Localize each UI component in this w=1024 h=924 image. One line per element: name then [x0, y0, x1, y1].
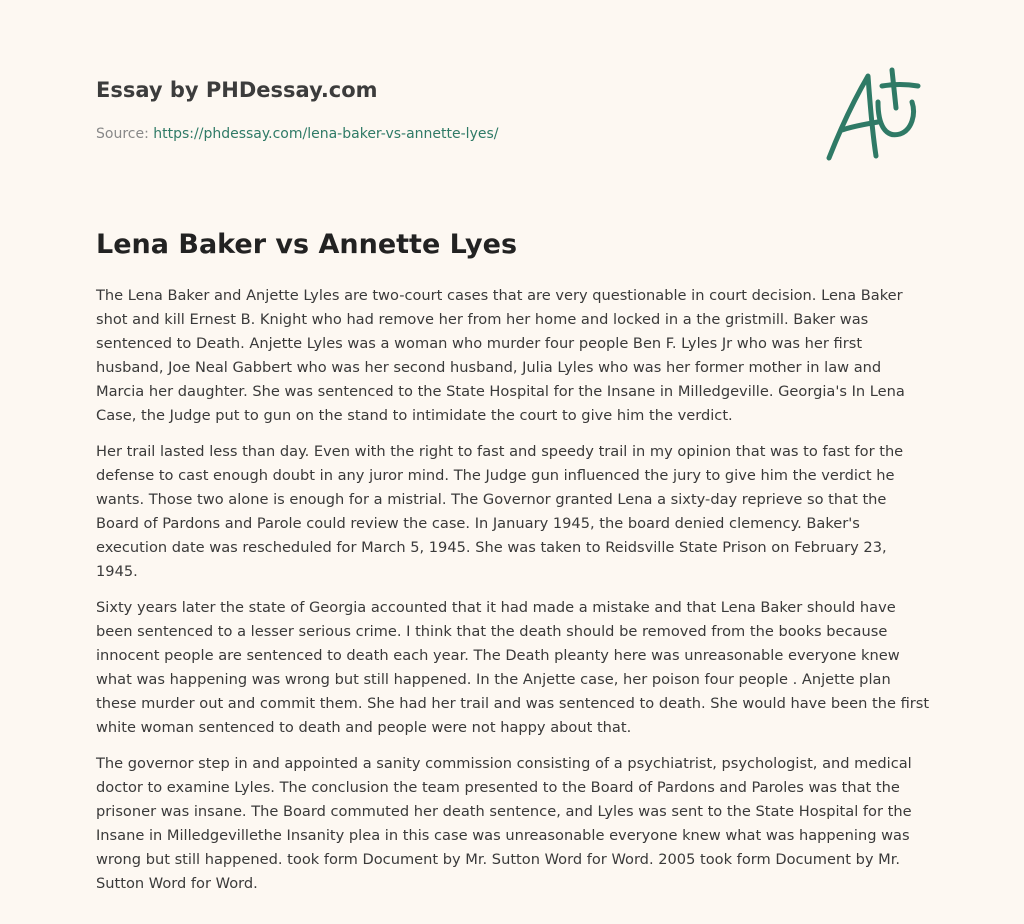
source-line: [96, 124, 796, 144]
essay-paragraph: The Lena Baker and Anjette Lyles are two-court cases that are very questionable in court decision. Lena Baker shot and kill Ernest B. Knight who had remove her from her home and locked in a the gristmill. Baker was sentenced to Death. Anjette Lyles was a woman who murder four people Ben F. Lyles Jr who was her first husband, Joe Neal Gabbert who was her second husband, Julia Lyles who was her former mother in law and Marcia her daughter. She was sentenced to the State Hospital for the Insane in Milledgeville. Georgia's In Lena Case, the Judge put to gun on the stand to intimidate the court to give him the verdict.: [96, 287, 905, 424]
essay-title: Lena Baker vs Annette Lyes: [96, 229, 518, 260]
essay-paragraph: Sixty years later the state of Georgia accounted that it had made a mistake and that Lena Baker should have been sentenced to a lesser serious crime. I think that the death should be removed from the books because innocent people are sentenced to death each year. The Death pleanty here was unreasonable everyone knew what was happening was wrong but still happened. In the Anjette case, her poison four people . Anjette plan these murder out and commit them. She had her trail and was sentenced to death. She would have been the first white woman sentenced to death and people were not happy about that.: [96, 599, 930, 736]
essay-body: [96, 284, 931, 908]
source-link[interactable]: https://phdessay.com/lena-baker-vs-annette-lyes/: [153, 126, 499, 142]
essay-header: [96, 76, 796, 144]
source-label: Source:: [96, 126, 149, 142]
essay-paragraph: Her trail lasted less than day. Even with the right to fast and speedy trail in my opinion that was to fast for the defense to cast enough doubt in any juror mind. The Judge gun influenced the jury to give him the verdict he wants. Those two alone is enough for a mistrial. The Governor granted Lena a sixty-day reprieve so that the Board of Pardons and Parole could review the case. In January 1945, the board denied clemency. Baker's execution date was rescheduled for March 5, 1945. She was taken to Reidsville State Prison on February 23, 1945.: [96, 443, 904, 580]
a-plus-grade-icon: [820, 64, 930, 168]
essay-paragraph: The governor step in and appointed a sanity commission consisting of a psychiatrist, psychologist, and medical doctor to examine Lyles. The conclusion the team presented to the Board of Pardons and Paroles was that the prisoner was insane. The Board commuted her death sentence, and Lyles was sent to the State Hospital for the Insane in Milledgevillethe Insanity plea in this case was unreasonable everyone knew what was happening was wrong but still happened. took form Document by Mr. Sutton Word for Word. 2005 took form Document by Mr. Sutton Word for Word.: [96, 755, 912, 892]
brand-title: Essay by PHDessay.com: [96, 78, 378, 102]
